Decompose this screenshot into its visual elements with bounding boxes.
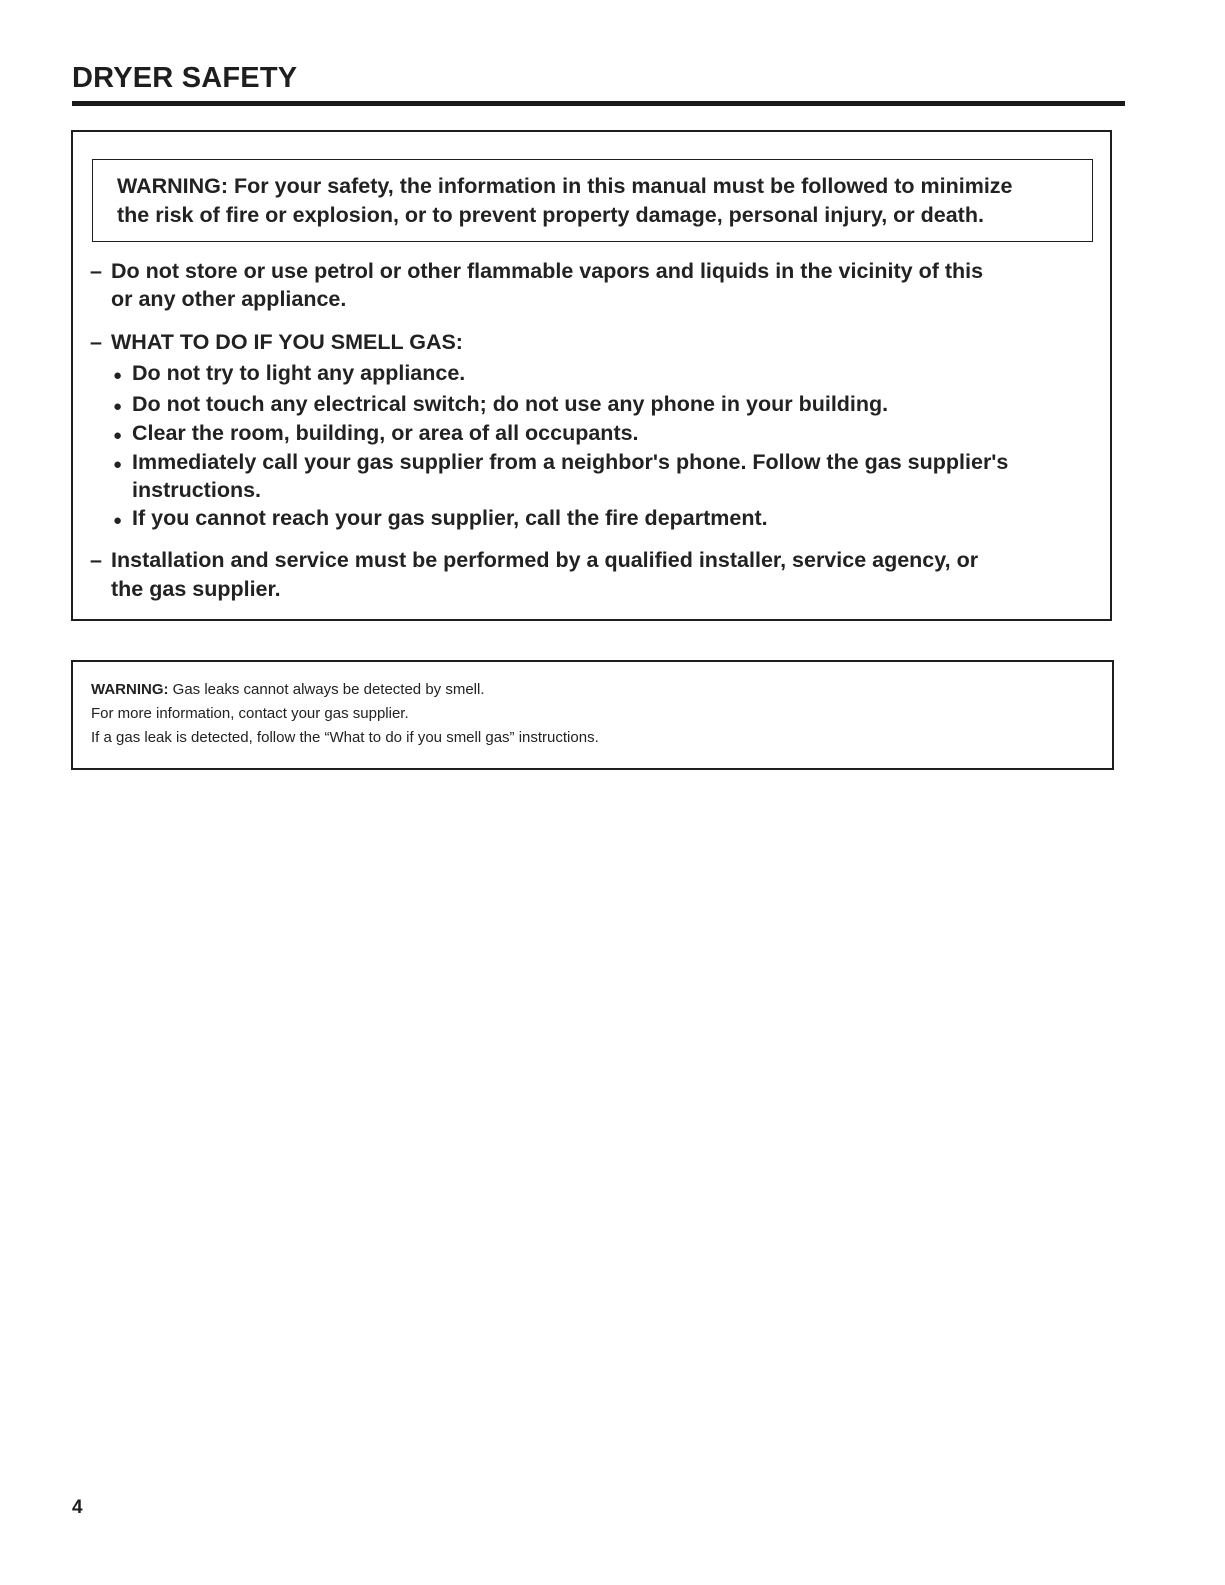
title-rule xyxy=(72,101,1125,106)
bullet-icon: ● xyxy=(113,398,123,415)
bullet-icon: ● xyxy=(113,456,123,473)
gas-instruction-item-continued: instructions. xyxy=(132,478,262,502)
primary-warning-box xyxy=(92,159,1093,242)
installation-warning-line-1: Installation and service must be performed by a qualified installer, service agency, or xyxy=(111,548,979,572)
bullet-icon: ● xyxy=(113,427,123,444)
dash-marker: – xyxy=(90,548,102,572)
flammable-warning-line-2: or any other appliance. xyxy=(111,287,347,311)
gas-instruction-item: Immediately call your gas supplier from a neighbor's phone. Follow the gas supplier's xyxy=(132,450,1009,474)
page-number: 4 xyxy=(72,1497,83,1518)
dash-marker: – xyxy=(90,259,102,283)
gas-leak-note-box xyxy=(71,660,1114,770)
note-warning-label: WARNING: xyxy=(91,681,169,698)
note-line-1-text: Gas leaks cannot always be detected by smell. xyxy=(168,681,485,698)
bullet-icon: ● xyxy=(113,367,123,384)
gas-leak-note-line-1 xyxy=(91,678,1112,702)
gas-leak-note-line-2: For more information, contact your gas supplier. xyxy=(91,705,409,722)
flammable-warning-line-1: Do not store or use petrol or other flammable vapors and liquids in the vicinity of this xyxy=(111,259,984,283)
gas-instruction-item: Do not try to light any appliance. xyxy=(132,361,466,385)
dash-marker: – xyxy=(90,330,102,354)
primary-warning-line-1: WARNING: For your safety, the information in this manual must be followed to minimize xyxy=(117,174,1013,198)
gas-instruction-item: Do not touch any electrical switch; do not use any phone in your building. xyxy=(132,392,889,416)
bullet-icon: ● xyxy=(113,512,123,529)
primary-warning-line-2: the risk of fire or explosion, or to prevent property damage, personal injury, or death. xyxy=(117,203,984,227)
gas-instruction-item: Clear the room, building, or area of all occupants. xyxy=(132,421,639,445)
installation-warning-line-2: the gas supplier. xyxy=(111,577,281,601)
page-title: DRYER SAFETY xyxy=(72,62,298,94)
gas-leak-note-line-3: If a gas leak is detected, follow the “What to do if you smell gas” instructions. xyxy=(91,729,599,746)
gas-smell-heading: WHAT TO DO IF YOU SMELL GAS: xyxy=(111,330,463,354)
gas-instruction-item: If you cannot reach your gas supplier, call the fire department. xyxy=(132,506,768,530)
